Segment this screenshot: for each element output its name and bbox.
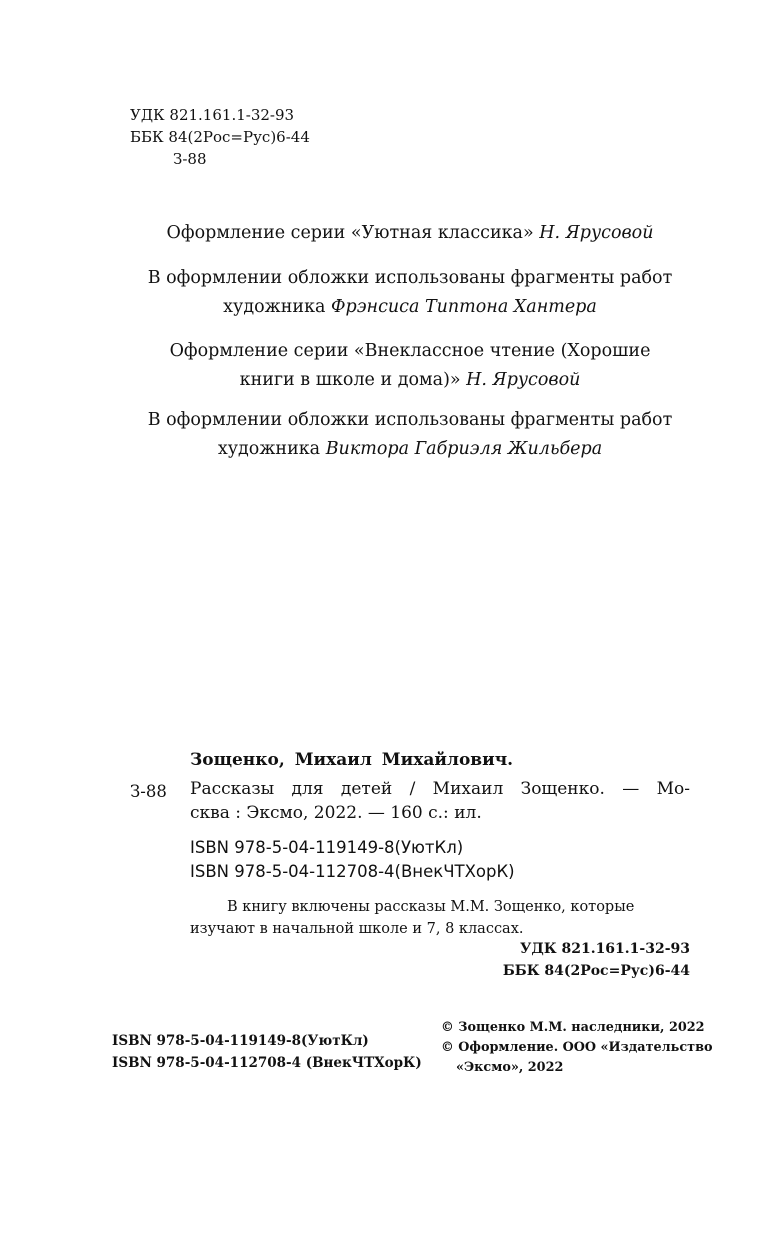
credit-text: Оформление серии «Внеклассное чтение (Хорошие xyxy=(169,341,651,361)
isbn-line: ISBN 978-5-04-119149-8(УютКл) xyxy=(190,838,464,857)
udk-code: УДК 821.161.1-32-93 xyxy=(520,941,690,957)
isbn-line: ISBN 978-5-04-112708-4 (ВнекЧТХорК) xyxy=(112,1055,422,1071)
credit-text: художника xyxy=(223,297,332,317)
description-line: сква : Эксмо, 2022. — 160 с.: ил. xyxy=(190,803,482,823)
annotation-line: В книгу включены рассказы М.М. Зощенко, которые xyxy=(227,899,635,915)
annotation xyxy=(190,896,690,940)
isbn-line: ISBN 978-5-04-112708-4(ВнекЧТХорК) xyxy=(190,862,515,881)
udk-code: УДК 821.161.1-32-93 xyxy=(130,106,295,124)
credit-text: В оформлении обложки использованы фрагменты работ xyxy=(147,268,673,288)
credit-name: Виктора Габриэля Жильбера xyxy=(325,439,603,459)
catalog-isbn-list xyxy=(190,836,515,884)
credit-name: Н. Ярусовой xyxy=(539,223,654,243)
copyright-line: «Эксмо», 2022 xyxy=(456,1060,564,1075)
catalog-author: Зощенко, Михаил Михайлович. xyxy=(190,750,514,770)
bbk-code: ББК 84(2Рос=Рус)6-44 xyxy=(502,963,690,979)
credit-text: художника xyxy=(217,439,326,459)
bbk-code: ББК 84(2Рос=Рус)6-44 xyxy=(130,128,310,146)
credit-name: Н. Ярусовой xyxy=(466,370,581,390)
cover-credit-hunter xyxy=(100,264,720,322)
cover-credit-gilbert xyxy=(100,406,720,464)
credit-text: книги в школе и дома)» xyxy=(239,370,467,390)
copyright-line: © Оформление. ООО «Издательство xyxy=(441,1040,713,1055)
credit-text: Оформление серии «Уютная классика» xyxy=(166,223,540,243)
annotation-line: изучают в начальной школе и 7, 8 классах. xyxy=(190,921,524,937)
catalog-description xyxy=(190,777,690,825)
copyright-line: © Зощенко М.М. наследники, 2022 xyxy=(441,1020,705,1035)
catalog-classification xyxy=(480,938,690,982)
description-line: Рассказы для детей / Михаил Зощенко. — Мо- xyxy=(190,779,690,799)
series-credit-extracurricular xyxy=(100,337,720,395)
footer-isbn-list xyxy=(112,1030,422,1074)
author-mark: З-88 xyxy=(173,150,207,168)
series-credit-cozy xyxy=(100,219,720,248)
classification-block xyxy=(130,104,310,170)
isbn-line: ISBN 978-5-04-119149-8(УютКл) xyxy=(112,1033,369,1049)
credit-name: Фрэнсиса Типтона Хантера xyxy=(331,297,597,317)
copyright-block xyxy=(441,1018,713,1078)
credit-text: В оформлении обложки использованы фрагменты работ xyxy=(147,410,673,430)
catalog-code: З-88 xyxy=(130,782,167,801)
